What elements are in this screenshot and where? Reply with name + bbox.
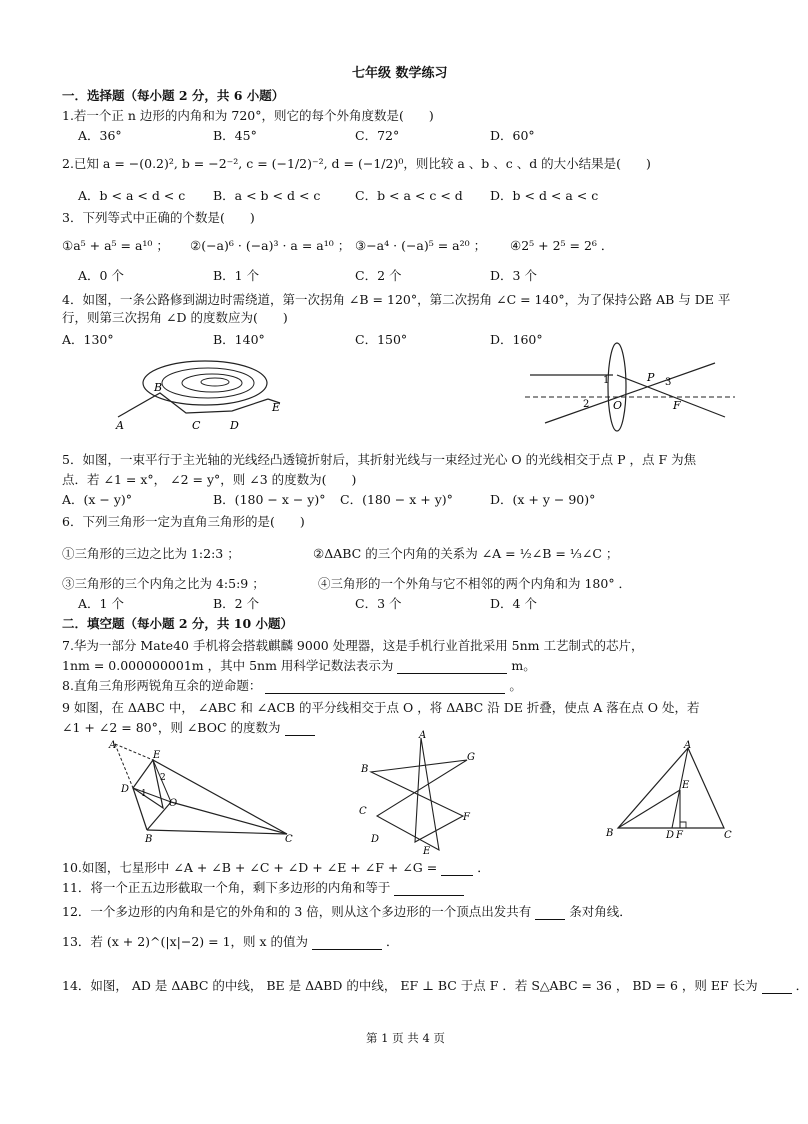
fig9-label-o: O (169, 798, 178, 809)
fig9-label-1: 1 (141, 789, 147, 799)
q3-option-a: A．0 个 (78, 268, 124, 283)
q4-option-b: B．140° (213, 332, 265, 347)
q2-option-b: B．a < b < d < c (213, 188, 321, 203)
q5-stem-line1: 5．如图，一束平行于主光轴的光线经凸透镜折射后，其折射光线与一束经过光心 O 的光线相交于点 P ，点 F 为焦 (62, 452, 697, 467)
fig14-label-b: B (606, 828, 614, 839)
q9-line2 (62, 718, 315, 736)
q1-stem: 1.若一个正 n 边形的内角和为 720°，则它的每个外角度数是( ) (62, 108, 434, 123)
fig4-label-e: E (272, 401, 281, 414)
q6-stem: 6．下列三角形一定为直角三角形的是( ) (62, 514, 305, 529)
q8-answer-blank[interactable] (265, 680, 505, 694)
q1-option-c: C．72° (355, 128, 400, 143)
fig9-label-a: A (109, 740, 117, 751)
q14-answer-blank[interactable] (762, 980, 792, 994)
q1-option-d: D．60° (490, 128, 535, 143)
q10 (62, 858, 490, 876)
fig4-label-d: D (230, 419, 239, 432)
section-choice-heading: 一．选择题（每小题 2 分，共 6 小题） (62, 88, 285, 103)
fig9-label-c: C (285, 834, 293, 845)
q9-line1: 9 如图，在 ΔABC 中， ∠ABC 和 ∠ACB 的平分线相交于点 O ，将 ΔABC 沿 DE 折叠，使点 A 落在点 O 处，若 (62, 700, 700, 715)
fig5-label-p: P (647, 371, 655, 384)
q3-option-d: D．3 个 (490, 268, 537, 283)
q4-option-c: C．150° (355, 332, 408, 347)
q6-option-a: A．1 个 (78, 596, 124, 611)
fig5-label-2: 2 (583, 399, 590, 410)
q7-tail: m。 (511, 658, 536, 673)
q3-item-2: ②(−a)⁶ · (−a)³ · a = a¹⁰ ； (190, 238, 351, 253)
q3-option-b: B．1 个 (213, 268, 260, 283)
q3-item-4: ④2⁵ + 2⁵ = 2⁶ ． (510, 238, 614, 253)
lake-road-figure (110, 355, 300, 435)
fig5-label-f: F (673, 399, 681, 412)
q7-answer-blank[interactable] (397, 660, 507, 674)
fig14-label-f: F (676, 830, 683, 841)
fig14-label-c: C (724, 830, 732, 841)
fig4-label-a: A (116, 419, 124, 432)
q3-item-3: ③−a⁴ · (−a)⁵ = a²⁰ ； (355, 238, 487, 253)
q6-item-3: ③三角形的三个内角之比为 4:5:9 ； (62, 576, 265, 591)
q2-option-c: C．b < a < c < d (355, 188, 463, 203)
q6-item-4: ④三角形的一个外角与它不相邻的两个内角和为 180° ． (318, 576, 632, 591)
q13 (62, 932, 399, 950)
fig10-label-g: G (467, 752, 475, 763)
q14 (62, 976, 808, 994)
q12-answer-blank[interactable] (535, 906, 565, 920)
q10-text: 10.如图，七星形中 ∠A + ∠B + ∠C + ∠D + ∠E + ∠F + ∠G = (62, 860, 438, 875)
q11-answer-blank[interactable] (394, 882, 464, 896)
fig10-label-a: A (419, 730, 427, 741)
q6-item-1: ①三角形的三边之比为 1:2:3 ； (62, 546, 240, 561)
fig10-label-d: D (371, 834, 380, 845)
fig4-label-c: C (192, 419, 201, 432)
q8 (62, 676, 522, 694)
fig14-label-e: E (682, 780, 690, 791)
fig4-label-b: B (154, 381, 163, 394)
q4-option-a: A．130° (62, 332, 114, 347)
q6-option-c: C．3 个 (355, 596, 402, 611)
fig9-label-2: 2 (160, 773, 166, 783)
fig14-label-a: A (684, 740, 692, 751)
fig10-label-b: B (361, 764, 369, 775)
q12-text: 12．一个多边形的内角和是它的外角和的 3 倍，则从这个多边形的一个顶点出发共有 (62, 904, 532, 919)
lens-figure (525, 335, 740, 435)
q14-tail: ． (795, 978, 808, 993)
q11 (62, 878, 464, 896)
q8-tail: 。 (509, 678, 522, 693)
q2-option-d: D．b < d < a < c (490, 188, 599, 203)
fig5-label-1: 1 (603, 375, 610, 386)
page-footer: 第 1 页 共 4 页 (366, 1031, 445, 1045)
q10-tail: ． (477, 860, 490, 875)
q7-line2 (62, 656, 536, 674)
q12 (62, 902, 632, 920)
q6-option-b: B．2 个 (213, 596, 260, 611)
q6-option-d: D．4 个 (490, 596, 537, 611)
q7-line2-text: 1nm = 0.000000001m ，其中 5nm 用科学记数法表示为 (62, 658, 394, 673)
q3-option-c: C．2 个 (355, 268, 402, 283)
q5-stem-line2: 点．若 ∠1 = x°， ∠2 = y°，则 ∠3 的度数为( ) (62, 472, 357, 487)
q8-text: 8.直角三角形两锐角互余的逆命题： (62, 678, 262, 693)
q13-tail: ． (386, 934, 399, 949)
q1-option-a: A．36° (78, 128, 122, 143)
fig9-label-d: D (121, 784, 130, 795)
q4-stem-line2: 行，则第三次拐角 ∠D 的度数应为( ) (62, 310, 288, 325)
q4-option-d: D．160° (490, 332, 543, 347)
fig10-label-e: E (423, 846, 431, 857)
seven-star-figure (355, 730, 485, 855)
fig10-label-f: F (463, 812, 470, 823)
q14-text: 14．如图， AD 是 ΔABC 的中线， BE 是 ΔABD 的中线， EF ⊥ BC 于点 F ．若 S△ABC = 36 ， BD = 6 ，则 EF 长为 (62, 978, 758, 993)
fig14-label-d: D (666, 830, 675, 841)
fig9-label-e: E (153, 750, 161, 761)
q5-option-d: D．(x + y − 90)° (490, 492, 596, 507)
q13-text: 13．若 (x + 2)^(|x|−2) = 1，则 x 的值为 (62, 934, 309, 949)
q2-stem: 2.已知 a = −(0.2)², b = −2⁻², c = (−1/2)⁻², d = (−1/2)⁰，则比较 a 、b 、c 、d 的大小结果是( ) (62, 156, 651, 171)
q9-answer-blank[interactable] (285, 722, 315, 736)
q6-item-2: ②ΔABC 的三个内角的关系为 ∠A = ½∠B = ⅓∠C ； (313, 546, 619, 561)
q1-option-b: B．45° (213, 128, 257, 143)
section-fill-heading: 二．填空题（每小题 2 分，共 10 小题） (62, 616, 294, 631)
median-triangle-figure (600, 740, 750, 840)
fig5-label-o: O (613, 399, 623, 412)
q3-item-1: ①a⁵ + a⁵ = a¹⁰ ； (62, 238, 169, 253)
page-title: 七年级 数学练习 (352, 66, 448, 81)
q9-line2-text: ∠1 + ∠2 = 80°，则 ∠BOC 的度数为 (62, 720, 281, 735)
q13-answer-blank[interactable] (312, 936, 382, 950)
fig9-label-b: B (145, 834, 153, 845)
fig5-label-3: 3 (665, 377, 672, 388)
q11-text: 11．将一个正五边形截取一个角，剩下多边形的内角和等于 (62, 880, 391, 895)
q5-option-a: A．(x − y)° (62, 492, 133, 507)
q2-option-a: A．b < a < d < c (78, 188, 186, 203)
q5-option-c: C．(180 − x + y)° (340, 492, 453, 507)
q4-stem-line1: 4．如图，一条公路修到湖边时需绕道，第一次拐角 ∠B = 120°，第二次拐角 ∠C = 140°，为了保持公路 AB 与 DE 平 (62, 292, 731, 307)
q5-option-b: B．(180 − x − y)° (213, 492, 326, 507)
q12-tail: 条对角线． (569, 904, 632, 919)
folded-triangle-figure (105, 738, 300, 848)
q7-line1: 7.华为一部分 Mate40 手机将会搭载麒麟 9000 处理器，这是手机行业首批采用 5nm 工艺制式的芯片， (62, 638, 644, 653)
q10-answer-blank[interactable] (441, 862, 473, 876)
q3-stem: 3．下列等式中正确的个数是( ) (62, 210, 255, 225)
fig10-label-c: C (359, 806, 367, 817)
